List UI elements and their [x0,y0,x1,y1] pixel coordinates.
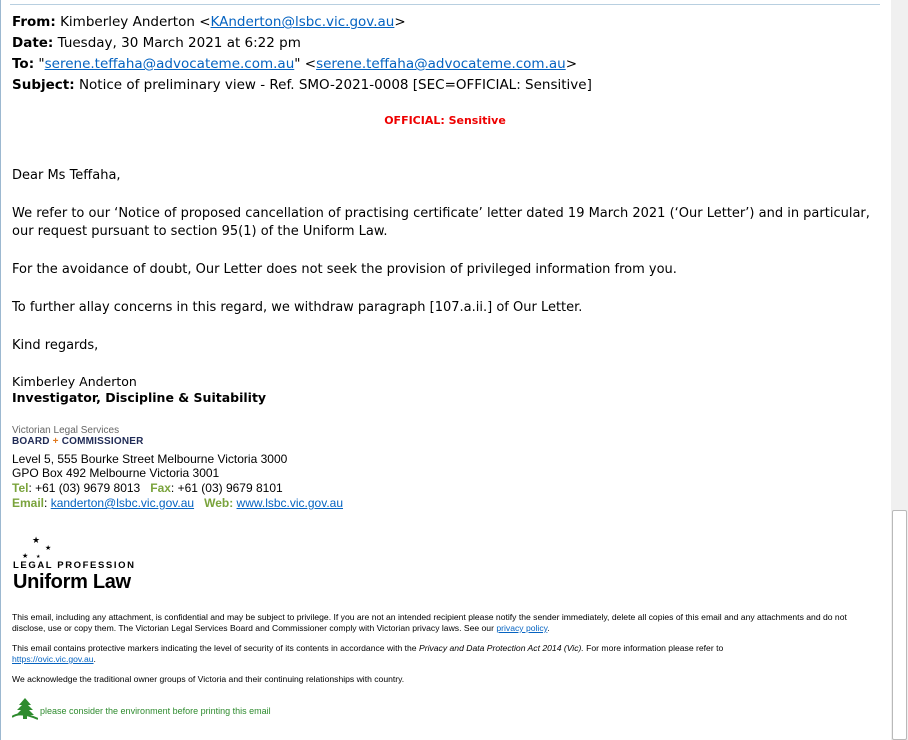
vlsb-logo-line1: Victorian Legal Services [12,425,120,436]
address-line-2: GPO Box 492 Melbourne Victoria 3001 [12,466,220,480]
environment-note: please consider the environment before printing this email [40,706,271,716]
from-email-link[interactable]: KAnderton@lsbc.vic.gov.au [210,14,395,30]
logo-plus: + [52,436,59,447]
markers-mid: For more information please refer to [583,643,724,653]
svg-text:★: ★ [36,554,41,560]
lpul-line2: Uniform Law [13,571,131,593]
svg-text:★: ★ [32,536,41,546]
phone-row [12,481,283,496]
lpul-logo [13,534,136,593]
body-paragraph-3: To further allay concerns in this regard, we withdraw paragraph [107.a.ii.] of Our Letter. [12,300,583,315]
email-label: Email [12,496,45,510]
tel-value: : +61 (03) 9679 8013 [28,481,141,495]
to-label: To: [12,56,35,72]
logo-commissioner: COMMISSIONER [61,436,144,447]
signature-title: Investigator, Discipline & Suitability [12,390,267,405]
body-paragraph-2: For the avoidance of doubt, Our Letter does not seek the provision of privileged information from you. [12,262,677,277]
subject-value: Notice of preliminary view - Ref. SMO-2021-0008 [SEC=OFFICIAL: Sensitive] [78,77,592,93]
fax-label: Fax [150,481,171,495]
markers-text: This email contains protective markers indicating the level of security of its contents in accordance with the [12,643,419,653]
from-label: From: [12,14,56,30]
body-paragraph-1: We refer to our ‘Notice of proposed cancellation of practising certificate’ letter dated 19 March 2021 (‘Our Letter’) and in particular, our request pursuant to section 95(1) of the Uniform Law. [12,206,870,239]
to-email-address-link[interactable]: serene.teffaha@advocateme.com.au [316,56,566,72]
fax-value: : +61 (03) 9679 8101 [170,481,283,495]
to-close: > [565,56,578,72]
to-quote-open: " [38,56,45,72]
confidentiality-notice [12,612,882,634]
confidentiality-end: . [547,623,550,633]
ovic-link[interactable]: https://ovic.vic.gov.au [12,654,94,664]
date-label: Date: [12,35,54,51]
lpul-line1: LEGAL PROFESSION [13,560,136,571]
svg-text:★: ★ [45,544,52,552]
header-divider [10,4,880,5]
pane-border [0,0,1,740]
closing: Kind regards, [12,338,99,353]
svg-text:★: ★ [22,552,29,560]
subject-label: Subject: [12,77,75,93]
subject-row [12,76,592,94]
vlsb-logo [12,425,144,448]
tree-icon [12,697,38,721]
date-value: Tuesday, 30 March 2021 at 6:22 pm [57,35,301,51]
date-row [12,34,301,52]
logo-board: BOARD [12,436,50,447]
vlsb-logo-line2 [12,436,144,448]
markers-end: . [93,654,96,664]
from-row [12,13,406,31]
scrollbar-thumb[interactable] [892,510,907,740]
address-line-1: Level 5, 555 Bourke Street Melbourne Victoria 3000 [12,452,288,466]
protective-markers-notice [12,643,882,665]
signature-web-link[interactable]: www.lsbc.vic.gov.au [236,496,344,510]
greeting: Dear Ms Teffaha, [12,168,121,183]
to-row [12,55,577,73]
to-email-display-link[interactable]: serene.teffaha@advocateme.com.au [44,56,295,72]
stars-icon [13,534,57,560]
privacy-policy-link[interactable]: privacy policy [496,623,548,633]
tel-label: Tel [12,481,29,495]
signature-email-link[interactable]: kanderton@lsbc.vic.gov.au [50,496,195,510]
web-label: Web: [204,496,234,510]
markers-act: Privacy and Data Protection Act 2014 (Vic). [418,643,584,653]
acknowledgement-notice: We acknowledge the traditional owner groups of Victoria and their continuing relationships with country. [12,674,405,684]
classification-marker: OFFICIAL: Sensitive [384,114,506,127]
vertical-scrollbar[interactable] [891,0,908,740]
to-quote-close: " < [294,56,317,72]
confidentiality-text: This email, including any attachment, is confidential and may be subject to privilege. If you are not an intended recipient please notify the sender immediately, delete all copies of this email and any attachments and do not disclose, use or copy them. The Victorian Legal Services Board and Commissioner comply with Victorian privacy laws. See our [12,612,847,633]
email-colon: : [44,496,51,510]
from-close: > [394,14,406,30]
from-name: Kimberley Anderton < [60,14,211,30]
contact-row [12,496,343,511]
signature-name: Kimberley Anderton [12,374,137,389]
